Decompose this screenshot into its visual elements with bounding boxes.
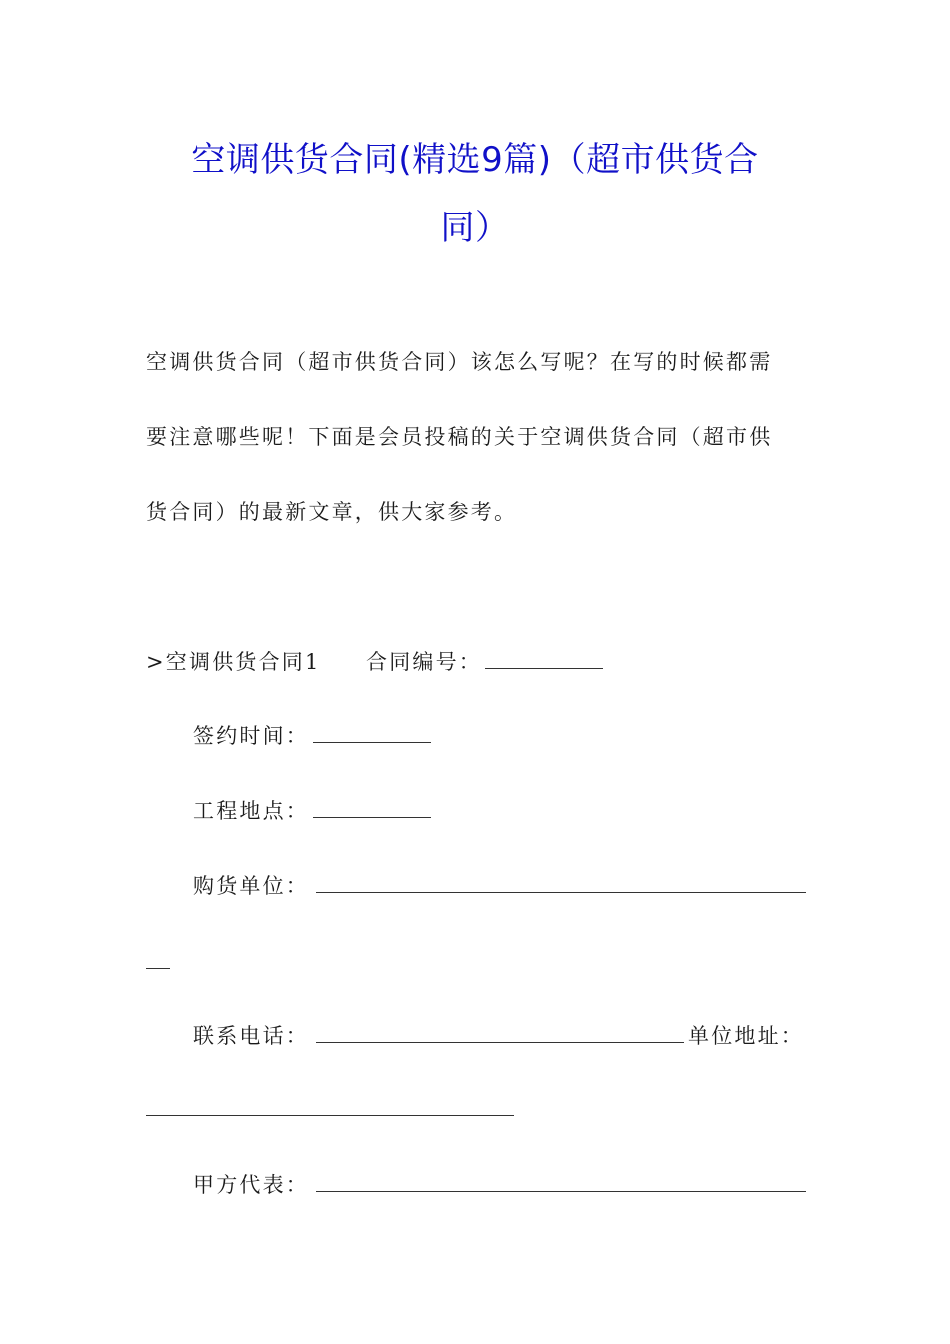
party-a-representative-label: 甲方代表： xyxy=(193,1173,309,1197)
contract-number-label: 合同编号： xyxy=(366,650,482,674)
document-title-line-1: 空调供货合同(精选9篇)（超市供货合 xyxy=(191,140,759,180)
sign-time-blank xyxy=(313,722,431,743)
buyer-unit-blank xyxy=(316,872,806,893)
buyer-unit-blank-continued xyxy=(146,948,170,969)
intro-line-1: 空调供货合同（超市供货合同）该怎么写呢？在写的时候都需 xyxy=(146,350,773,374)
project-location-blank xyxy=(313,797,431,818)
phone-blank xyxy=(316,1022,684,1043)
intro-line-3: 货合同）的最新文章，供大家参考。 xyxy=(146,500,518,524)
buyer-unit-label: 购货单位： xyxy=(193,874,309,898)
document-title-line-2: 同） xyxy=(440,208,510,248)
sign-time-label: 签约时间： xyxy=(193,724,309,748)
intro-line-2: 要注意哪些呢！下面是会员投稿的关于空调供货合同（超市供 xyxy=(146,425,773,449)
phone-label: 联系电话： xyxy=(193,1024,309,1048)
party-a-representative-blank xyxy=(316,1171,806,1192)
contract-heading: >空调供货合同1 xyxy=(146,650,321,674)
address-blank xyxy=(146,1095,514,1116)
contract-number-blank xyxy=(485,648,603,669)
address-label: 单位地址： xyxy=(688,1024,804,1048)
project-location-label: 工程地点： xyxy=(193,799,309,823)
